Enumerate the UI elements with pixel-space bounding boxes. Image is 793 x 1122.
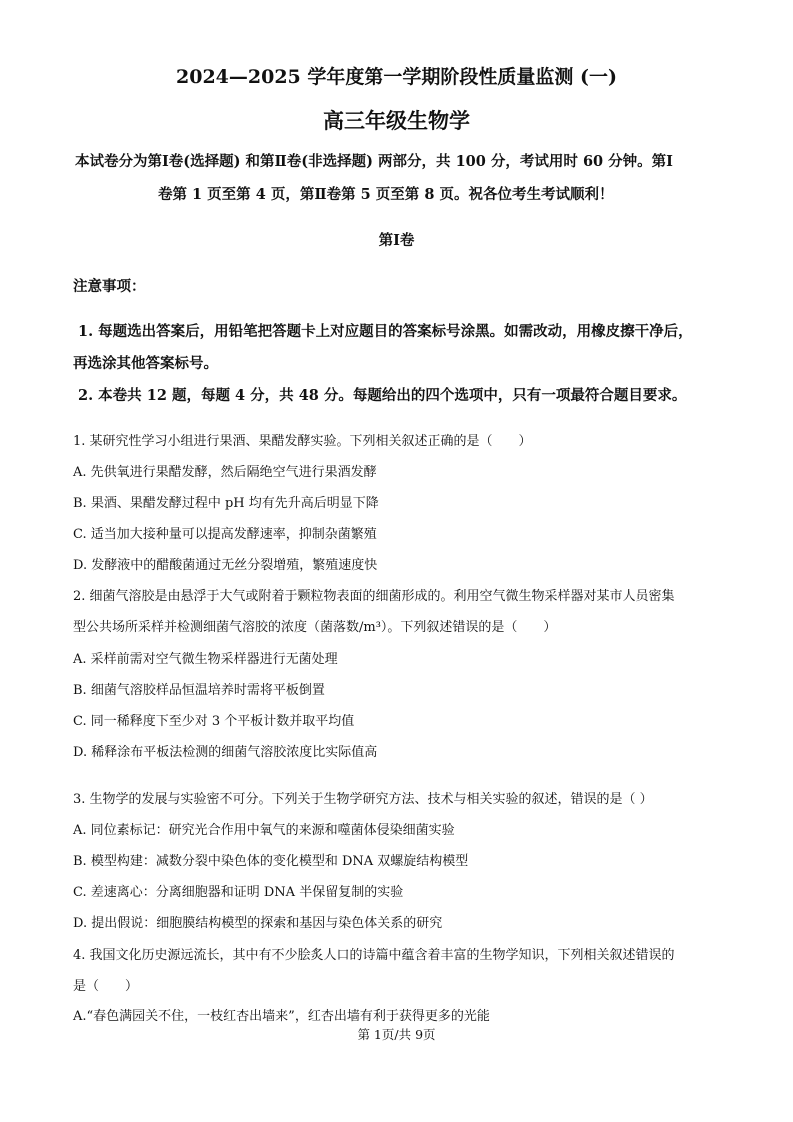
notice-heading: 注意事项： [73, 278, 146, 295]
page-footer: 第 1页/共 9页 [357, 1027, 436, 1042]
question-1-option-a: A. 先供氧进行果醋发酵，然后隔绝空气进行果酒发酵 [73, 465, 377, 480]
intro-line-2: 卷第 1 页至第 4 页，第Ⅱ卷第 5 页至第 8 页。祝各位考生考试顺利！ [158, 186, 614, 203]
question-4-stem-line-1: 4. 我国文化历史源远流长，其中有不少脍炙人口的诗篇中蕴含着丰富的生物学知识，下列相关叙述错误的 [73, 948, 675, 963]
question-3-option-d: D. 提出假说：细胞膜结构模型的探索和基因与染色体关系的研究 [73, 916, 443, 931]
question-1-stem: 1. 某研究性学习小组进行果酒、果醋发酵实验。下列相关叙述正确的是（ ） [73, 434, 532, 449]
notice-item-1-line-2: 再选涂其他答案标号。 [73, 355, 218, 372]
question-1-option-d: D. 发酵液中的醋酸菌通过无丝分裂增殖，繁殖速度快 [73, 558, 378, 573]
question-2-option-d: D. 稀释涂布平板法检测的细菌气溶胶浓度比实际值高 [73, 745, 378, 760]
notice-item-1-line-1: 1. 每题选出答案后，用铅笔把答题卡上对应题目的答案标号涂黑。如需改动，用橡皮擦干净后， [78, 323, 693, 340]
exam-subtitle: 高三年级生物学 [323, 108, 470, 133]
exam-title: 2024—2025 学年度第一学期阶段性质量监测 (一) [176, 66, 617, 88]
question-4-stem-line-2: 是（ ） [73, 979, 139, 994]
question-3-stem: 3. 生物学的发展与实验密不可分。下列关于生物学研究方法、技术与相关实验的叙述，错误的是（ ） [73, 792, 653, 807]
question-4-option-a: A.“春色满园关不住，一枝红杏出墙来”，红杏出墙有利于获得更多的光能 [73, 1009, 490, 1024]
question-2-stem-line-1: 2. 细菌气溶胶是由悬浮于大气或附着于颗粒物表面的细菌形成的。利用空气微生物采样器对某市人员密集 [73, 589, 675, 604]
intro-line-1: 本试卷分为第Ⅰ卷(选择题) 和第Ⅱ卷(非选择题) 两部分，共 100 分，考试用时 60 分钟。第Ⅰ [75, 153, 673, 170]
section-label: 第Ⅰ卷 [378, 232, 415, 249]
notice-item-2: 2. 本卷共 12 题，每题 4 分，共 48 分。每题给出的四个选项中，只有一项最符合题目要求。 [78, 387, 687, 404]
question-1-option-b: B. 果酒、果醋发酵过程中 pH 均有先升高后明显下降 [73, 496, 379, 511]
question-3-option-c: C. 差速离心：分离细胞器和证明 DNA 半保留复制的实验 [73, 885, 404, 900]
question-3-option-b: B. 模型构建：减数分裂中染色体的变化模型和 DNA 双螺旋结构模型 [73, 854, 469, 869]
question-2-stem-line-2: 型公共场所采样并检测细菌气溶胶的浓度（菌落数/m³）。下列叙述错误的是（ ） [73, 620, 557, 635]
question-1-option-c: C. 适当加大接种量可以提高发酵速率，抑制杂菌繁殖 [73, 527, 377, 542]
question-2-option-b: B. 细菌气溶胶样品恒温培养时需将平板倒置 [73, 683, 325, 698]
question-2-option-c: C. 同一稀释度下至少对 3 个平板计数并取平均值 [73, 714, 355, 729]
question-3-option-a: A. 同位素标记：研究光合作用中氧气的来源和噬菌体侵染细菌实验 [73, 823, 455, 838]
question-2-option-a: A. 采样前需对空气微生物采样器进行无菌处理 [73, 652, 338, 667]
